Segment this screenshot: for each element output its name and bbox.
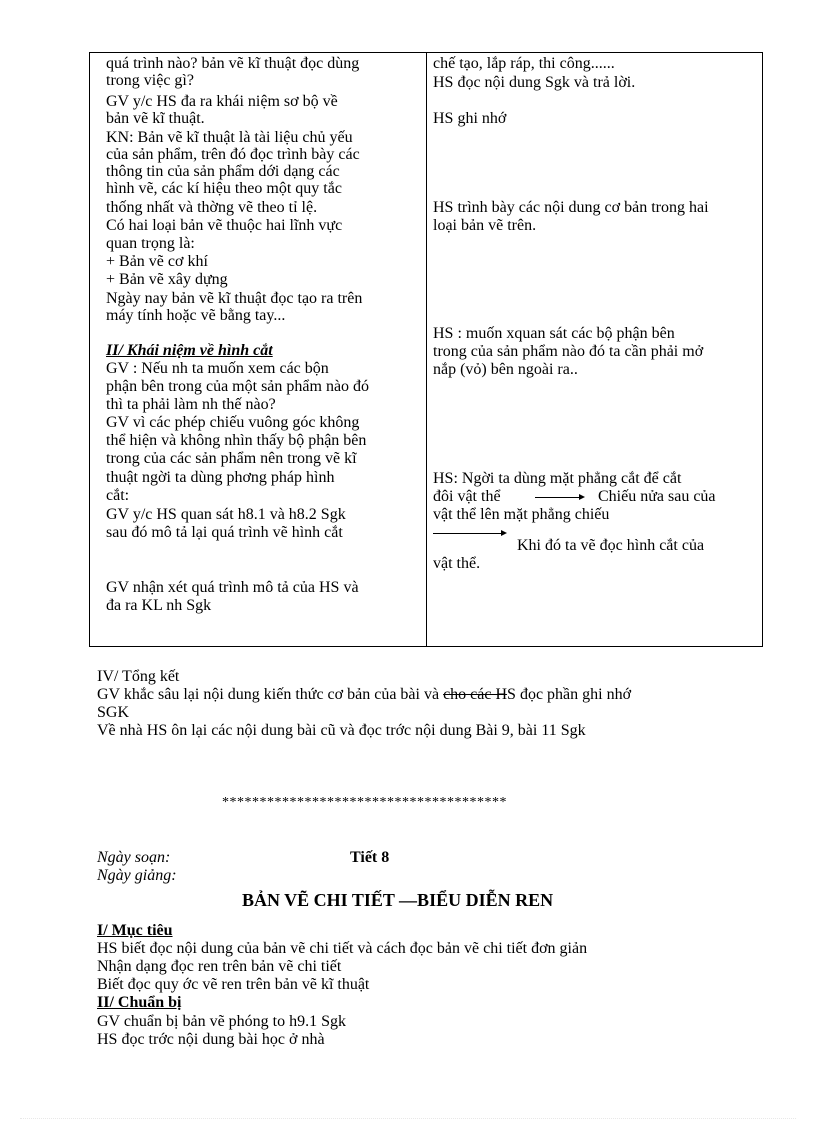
right-line: HS đọc nội dung Sgk và trả lời. (433, 74, 636, 91)
left-line: Có hai loại bản vẽ thuộc hai lĩnh vực (106, 217, 343, 234)
left-line: phận bên trong của một sản phẩm nào đó (106, 378, 370, 395)
left-line: trong việc gì? (106, 72, 194, 89)
left-line: Ngày nay bản vẽ kĩ thuật đọc tạo ra trên (106, 290, 363, 307)
lesson-title: BẢN VẼ CHI TIẾT —BIỂU DIỄN REN (242, 890, 554, 910)
left-line: GV : Nếu nh ta muốn xem các bộn (106, 360, 329, 377)
left-line: sau đó mô tả lại quá trình vẽ hình cắt (106, 524, 343, 541)
summary-text: GV khắc sâu lại nội dung kiến thức cơ bản của bài và (97, 686, 444, 703)
left-line: GV y/c HS quan sát h8.1 và h8.2 Sgk (106, 506, 346, 523)
right-line: HS trình bày các nội dung cơ bản trong hai (433, 199, 709, 216)
left-line: cắt: (106, 487, 130, 504)
left-line: quan trọng là: (106, 235, 195, 252)
right-line: HS: Ngời ta dùng mặt phẳng cắt để cắt (433, 470, 682, 487)
left-line: + Bản vẽ cơ khí (106, 253, 208, 270)
column-divider (426, 53, 427, 646)
left-line: thì ta phải làm nh thế nào? (106, 396, 276, 413)
arrow-icon (433, 533, 505, 534)
left-line: bản vẽ kĩ thuật. (106, 110, 205, 127)
right-line: trong của sản phẩm nào đó ta cần phải mở (433, 343, 704, 360)
summary-line: Về nhà HS ôn lại các nội dung bài cũ và đọc trớc nội dung Bài 9, bài 11 Sgk (97, 722, 586, 739)
objective-line: Biết đọc quy ớc vẽ ren trên bản vẽ kĩ thuật (97, 976, 370, 993)
summary-heading: IV/ Tổng kết (97, 668, 180, 685)
left-line: thuật ngời ta dùng phơng pháp hình (106, 469, 335, 486)
section-heading-hinh-cat: II/ Khái niệm về hình cắt (106, 342, 273, 359)
lesson-number: Tiết 8 (350, 849, 390, 866)
left-line: trong của các sản phẩm nên trong vẽ kĩ (106, 450, 357, 467)
right-line: đôi vật thể (433, 488, 501, 505)
left-line: thể hiện và không nhìn thấy bộ phận bên (106, 432, 367, 449)
left-line: đa ra KL nh Sgk (106, 597, 212, 614)
left-line: của sản phẩm, trên đó đọc trình bày các (106, 146, 360, 163)
summary-text: S đọc phần ghi nhớ (507, 686, 632, 703)
ngay-soan-label: Ngày soạn: (97, 849, 171, 866)
prep-line: GV chuẩn bị bản vẽ phóng to h9.1 Sgk (97, 1013, 347, 1030)
prep-line: HS đọc trớc nội dung bài học ở nhà (97, 1031, 325, 1048)
objective-line: HS biết đọc nội dung của bản vẽ chi tiết và cách đọc bản vẽ chi tiết đơn giản (97, 940, 588, 957)
right-line: chế tạo, lắp ráp, thi công...... (433, 55, 615, 72)
summary-line: SGK (97, 704, 130, 721)
left-line: hình vẽ, các kí hiệu theo một quy tắc (106, 180, 342, 197)
right-line: Chiếu nửa sau của (598, 488, 716, 505)
page-footer-rule (20, 1118, 796, 1119)
ngay-giang-label: Ngày giảng: (97, 867, 177, 884)
right-line: Khi đó ta vẽ đọc hình cắt của (517, 537, 705, 554)
summary-line (97, 686, 631, 703)
right-line: loại bản vẽ trên. (433, 217, 537, 234)
right-line: HS ghi nhớ (433, 110, 507, 127)
right-line: vật thể. (433, 555, 481, 572)
right-line: nắp (vỏ) bên ngoài ra.. (433, 361, 578, 378)
left-line: thống nhất và thờng vẽ theo tỉ lệ. (106, 199, 318, 216)
left-line: thông tin của sản phẩm dới dạng các (106, 163, 340, 180)
struck-text: cho các H (443, 686, 508, 703)
left-line: KN: Bản vẽ kĩ thuật là tài liệu chủ yếu (106, 129, 353, 146)
objective-line: Nhận dạng đọc ren trên bản vẽ chi tiết (97, 958, 342, 975)
section-heading-muc-tieu: I/ Mục tiêu (97, 922, 173, 939)
left-line: quá trình nào? bản vẽ kĩ thuật đọc dùng (106, 55, 360, 72)
left-line: GV vì các phép chiếu vuông góc không (106, 414, 360, 431)
arrow-icon (535, 497, 583, 498)
right-line: vật thể lên mặt phẳng chiếu (433, 506, 610, 523)
left-line: GV y/c HS đa ra khái niệm sơ bộ về (106, 93, 338, 110)
section-heading-chuan-bi: II/ Chuẩn bị (97, 994, 182, 1011)
left-line: máy tính hoặc vẽ bằng tay... (106, 307, 286, 324)
separator: ************************************** (222, 795, 507, 810)
right-line: HS : muốn xquan sát các bộ phận bên (433, 325, 675, 342)
left-line: + Bản vẽ xây dựng (106, 271, 228, 288)
left-line: GV nhận xét quá trình mô tả của HS và (106, 579, 359, 596)
